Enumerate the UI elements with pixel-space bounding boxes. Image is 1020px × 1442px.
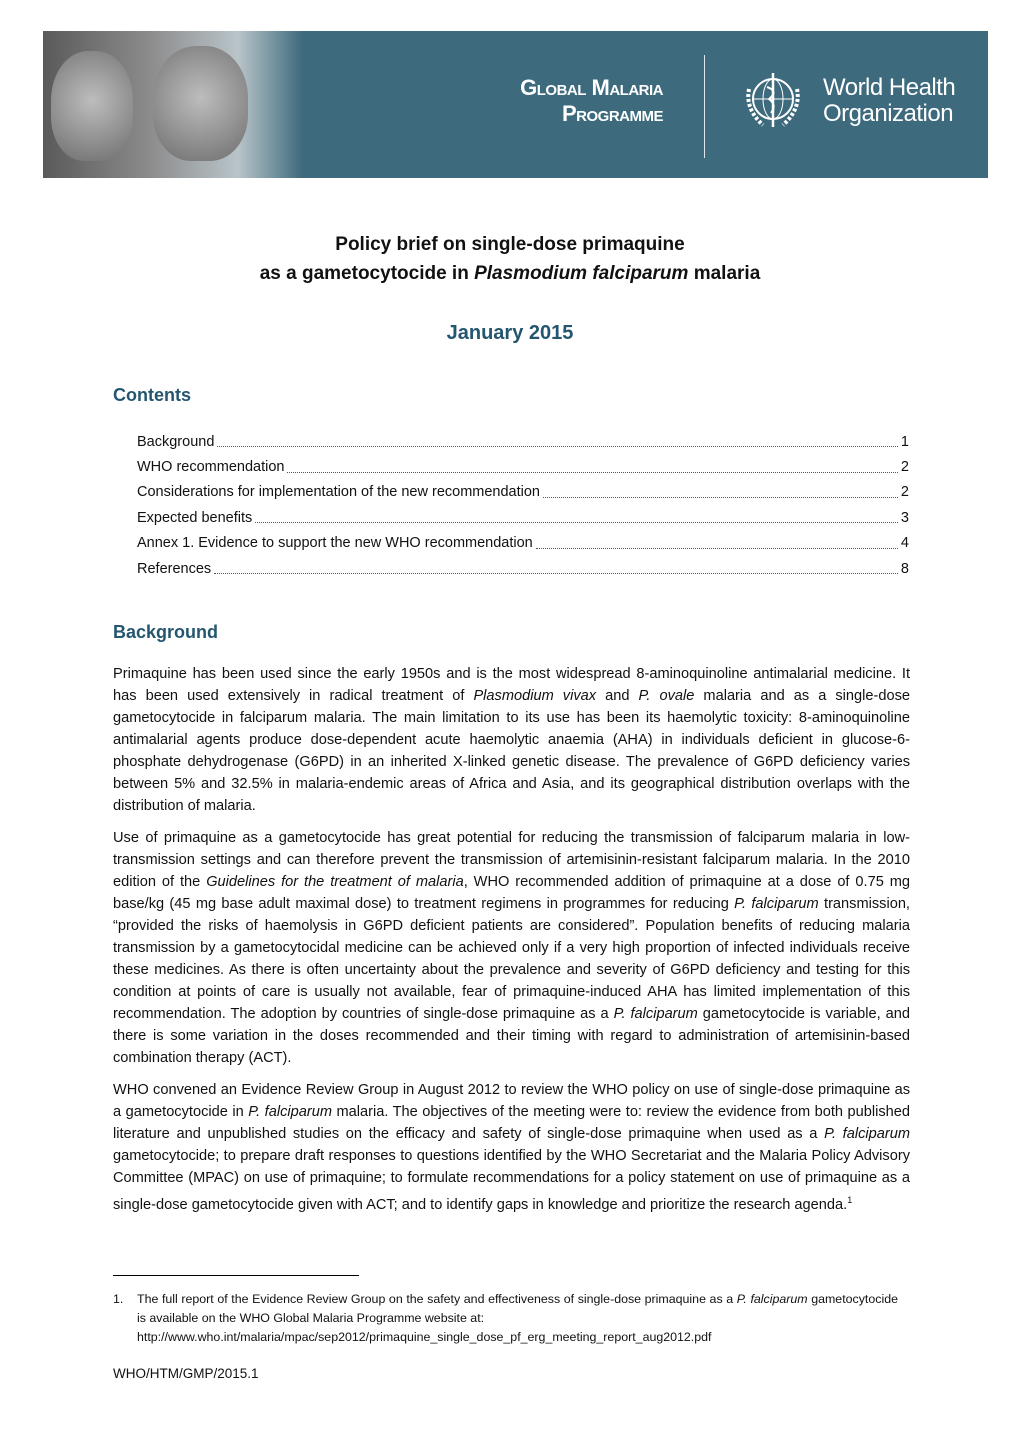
toc-label: Expected benefits: [137, 509, 253, 526]
footnote-ref[interactable]: 1: [847, 1195, 853, 1205]
footnote-rule: [113, 1275, 359, 1276]
paragraph: Primaquine has been used since the early 1950s and is the most widespread 8-aminoquinoline antimalarial medicine. It has been used extensively in radical treatment of Plasmodium vivax and P. ovale malaria and as a single-dose gametocytocide in falciparum malaria. The main limitation to its use has been its haemolytic toxicity: 8-aminoquinoline antimalarial agents produce dose-dependent acute haemolytic anaemia (AHA) in individuals deficient in glucose-6-phosphate dehydrogenase (G6PD) in an inherited X-linked genetic disease. The prevalence of G6PD deficiency varies between 5% and 32.5% in malaria-endemic areas of Africa and Asia, and its geographical distribution overlaps with the distribution of malaria.: [113, 666, 911, 814]
contents-heading: Contents: [113, 385, 191, 405]
toc-leader: [543, 487, 898, 498]
toc-entry[interactable]: [137, 556, 909, 581]
background-section: [113, 663, 910, 1226]
who-emblem-icon: [743, 69, 803, 133]
background-heading: Background: [113, 622, 219, 642]
toc-page: 8: [900, 560, 909, 577]
children-photo: [43, 31, 303, 178]
document-date: January 2015: [446, 322, 574, 344]
footnote: 1. The full report of the Evidence Review Group on the safety and effectiveness of single-dose primaquine as a P. falciparum gametocytocide is available on the WHO Global Malaria Programme website at: http://www.who.int/malaria/mpac/sep2012/primaquine_single_dose_pf_erg_meeting_report_aug2012.pdf: [113, 1292, 898, 1344]
document-id: WHO/HTM/GMP/2015.1: [113, 1366, 259, 1381]
toc-leader: [536, 538, 898, 549]
gmp-logo-text: Global Malaria Programme: [520, 75, 663, 126]
toc-page: 3: [900, 509, 909, 526]
table-of-contents: [137, 429, 909, 581]
paragraph: Use of primaquine as a gametocytocide has great potential for reducing the transmission of falciparum malaria in low-transmission settings and can therefore prevent the transmission of artemisinin-resistant falciparum malaria. In the 2010 edition of the Guidelines for the treatment of malaria, WHO recommended addition of primaquine at a dose of 0.75 mg base/kg (45 mg base adult maximal dose) to treatment regimens in programmes for reducing P. falciparum transmission, “provided the risks of haemolysis in G6PD deficient patients are considered”. Population benefits of reducing malaria transmission by a gametocytocidal medicine can be achieved only if a very high proportion of infected individuals receive these medicines. As there is often uncertainty about the prevalence and severity of G6PD deficiency and testing for this condition at points of care is usually not available, fear of primaquine-induced AHA has limited implementation of this recommendation. The adoption by countries of single-dose primaquine as a P. falciparum gametocytocide is variable, and there is some variation in the doses recommended and their timing with regard to administration of artemisinin-based combination therapy (ACT).: [113, 830, 911, 1066]
toc-page: 1: [900, 433, 909, 450]
divider: [704, 55, 705, 158]
toc-page: 2: [900, 459, 909, 476]
toc-entry[interactable]: [137, 454, 909, 479]
toc-entry[interactable]: [137, 429, 909, 454]
toc-label: Annex 1. Evidence to support the new WHO recommendation: [137, 535, 533, 552]
toc-label: Considerations for implementation of the new recommendation: [137, 484, 540, 501]
toc-entry[interactable]: [137, 480, 909, 505]
footnote-url[interactable]: http://www.who.int/malaria/mpac/sep2012/primaquine_single_dose_pf_erg_meeting_report_aug2012.pdf: [137, 1330, 712, 1344]
toc-leader: [287, 462, 897, 473]
toc-label: References: [137, 560, 212, 577]
toc-page: 2: [900, 484, 909, 501]
header-banner: [43, 31, 988, 178]
toc-entry[interactable]: [137, 505, 909, 530]
document-title: Policy brief on single-dose primaquine as a gametocytocide in Plasmodium falciparum malaria: [259, 234, 761, 284]
toc-label: Background: [137, 433, 215, 450]
toc-page: 4: [900, 535, 909, 552]
toc-leader: [214, 563, 898, 574]
toc-leader: [255, 512, 898, 523]
toc-leader: [217, 436, 898, 447]
paragraph: WHO convened an Evidence Review Group in August 2012 to review the WHO policy on use of single-dose primaquine as a gametocytocide in P. falciparum malaria. The objectives of the meeting were to: review the evidence from both published literature and unpublished studies on the efficacy and safety of single-dose primaquine when used as a P. falciparum gametocytocide; to prepare draft responses to questions identified by the WHO Secretariat and the Malaria Policy Advisory Committee (MPAC) on use of primaquine; to formulate recommendations for a policy statement on use of primaquine as a single-dose gametocytocide given with ACT; and to identify gaps in knowledge and prioritize the research agenda.$^1$: [113, 1082, 911, 1213]
toc-label: WHO recommendation: [137, 459, 285, 476]
who-logo-text: World Health Organization: [823, 74, 956, 127]
toc-entry[interactable]: [137, 531, 909, 556]
